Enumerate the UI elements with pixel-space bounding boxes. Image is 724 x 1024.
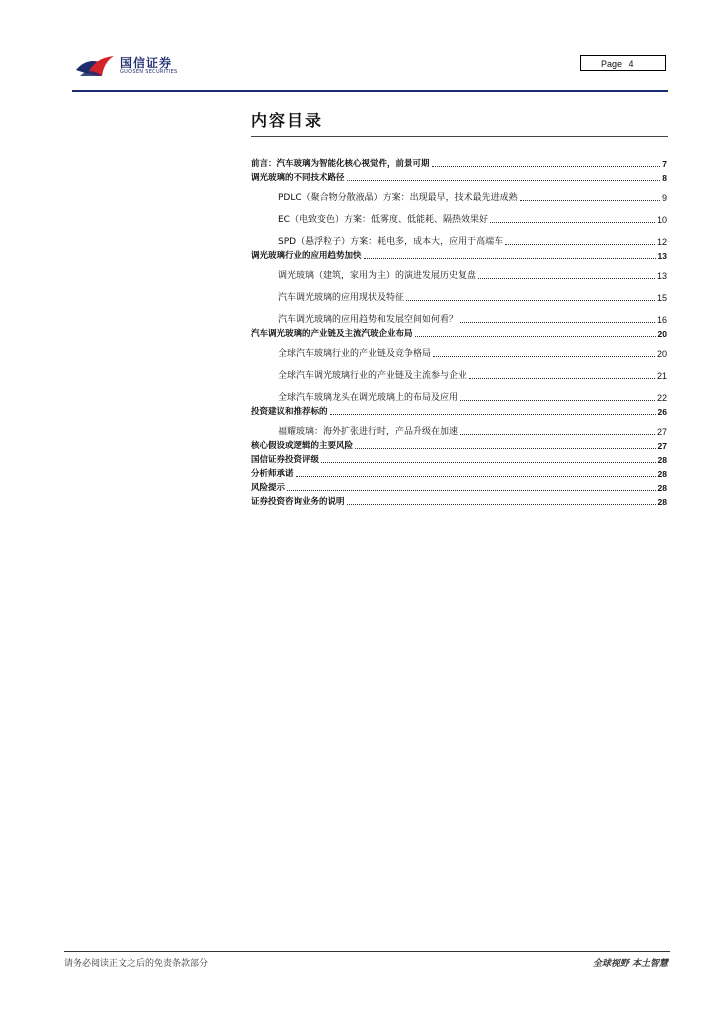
toc-entry[interactable] — [251, 247, 667, 261]
toc-entry-page: 13 — [656, 271, 667, 281]
toc-entry-text: 汽车调光玻璃的产业链及主流汽玻企业布局 — [251, 329, 413, 339]
toc-entry-text: 汽车调光玻璃的应用趋势和发展空间如何看？ — [278, 315, 459, 325]
toc-entry[interactable] — [251, 225, 667, 247]
toc-entry-text: 前言：汽车玻璃为智能化核心视觉件，前景可期 — [251, 159, 430, 169]
toc-entry-text: 全球汽车调光玻璃行业的产业链及主流参与企业 — [278, 371, 468, 381]
toc-entry-page: 20 — [657, 329, 667, 339]
toc-entry-page: 28 — [657, 455, 667, 465]
toc-entry-text: 证券投资咨询业务的说明 — [251, 497, 345, 507]
title-divider — [251, 136, 668, 137]
toc-entry[interactable] — [251, 303, 667, 325]
guosen-logo — [74, 52, 184, 80]
toc-entry-text: 调光玻璃的不同技术路径 — [251, 173, 345, 183]
toc-leader-dots — [330, 413, 656, 415]
toc-entry-page: 21 — [656, 371, 667, 381]
toc-entry-text: 汽车调光玻璃的应用现状及特征 — [278, 293, 405, 303]
header-divider — [72, 90, 668, 92]
toc-entry-page: 20 — [656, 349, 667, 359]
page-number-box — [580, 55, 666, 71]
toc-leader-dots — [415, 335, 656, 337]
toc-entry-text: 全球汽车玻璃行业的产业链及竞争格局 — [278, 349, 432, 359]
toc-entry[interactable] — [251, 403, 667, 417]
toc-entry-page: 28 — [657, 497, 667, 507]
toc-entry-page: 10 — [656, 215, 667, 225]
toc-leader-dots — [520, 199, 660, 201]
toc-entry[interactable] — [251, 479, 667, 493]
toc-leader-dots — [364, 257, 656, 259]
toc-entry[interactable] — [251, 261, 667, 281]
toc-entry-page: 28 — [657, 483, 667, 493]
toc-leader-dots — [355, 447, 656, 449]
toc-leader-dots — [347, 503, 656, 505]
toc-entry[interactable] — [251, 493, 667, 507]
toc-entry[interactable] — [251, 417, 667, 437]
guosen-logo-icon — [74, 52, 118, 80]
toc-leader-dots — [406, 299, 655, 301]
toc-entry-text: 调光玻璃（建筑，家用为主）的演进发展历史复盘 — [278, 271, 477, 281]
toc-entry-text: 分析师承诺 — [251, 469, 294, 479]
toc-entry[interactable] — [251, 359, 667, 381]
toc-entry-text: EC（电致变色）方案：低雾度、低能耗、隔热效果好 — [278, 215, 488, 225]
toc-leader-dots — [296, 475, 656, 477]
toc-entry[interactable] — [251, 465, 667, 479]
footer-disclaimer: 请务必阅读正文之后的免责条款部分 — [64, 959, 209, 969]
toc-entry[interactable] — [251, 155, 667, 169]
toc-entry[interactable] — [251, 203, 667, 225]
toc-leader-dots — [432, 165, 661, 167]
toc-entry-page: 7 — [662, 159, 667, 169]
toc-leader-dots — [478, 277, 655, 279]
toc-entry-page: 9 — [661, 193, 667, 203]
toc-entry-text: PDLC（聚合物分散液晶）方案：出现最早，技术最先进成熟 — [278, 193, 518, 203]
toc-leader-dots — [469, 377, 655, 379]
toc-entry-text: 核心假设或逻辑的主要风险 — [251, 441, 354, 451]
toc-entry[interactable] — [251, 183, 667, 203]
toc-entry-page: 12 — [656, 237, 667, 247]
toc-leader-dots — [287, 489, 656, 491]
toc-entry[interactable] — [251, 169, 667, 183]
toc-title: 内容目录 — [251, 111, 324, 130]
toc-entry-text: 福耀玻璃：海外扩张进行时，产品升级在加速 — [278, 427, 459, 437]
toc-entry-text: SPD（悬浮粒子）方案：耗电多，成本大，应用于高端车 — [278, 237, 504, 247]
toc-entry-page: 22 — [656, 393, 667, 403]
toc-entry[interactable] — [251, 451, 667, 465]
page-number: 4 — [628, 59, 634, 69]
toc-leader-dots — [505, 243, 655, 245]
footer-slogan: 全球视野 本土智慧 — [592, 959, 668, 969]
toc-leader-dots — [460, 399, 655, 401]
toc-entry-text: 投资建议和推荐标的 — [251, 407, 328, 417]
toc-entry[interactable] — [251, 437, 667, 451]
toc-entry-page: 16 — [656, 315, 667, 325]
toc-entry-page: 27 — [657, 441, 667, 451]
toc-entry[interactable] — [251, 325, 667, 339]
toc-entry-text: 国信证券投资评级 — [251, 455, 320, 465]
page-header — [0, 0, 724, 95]
toc-entry-text: 风险提示 — [251, 483, 286, 493]
toc-entry[interactable] — [251, 281, 667, 303]
toc-entry-text: 调光玻璃行业的应用趋势加快 — [251, 251, 362, 261]
toc-leader-dots — [490, 221, 655, 223]
table-of-contents — [251, 155, 667, 507]
toc-leader-dots — [347, 179, 661, 181]
toc-entry-page: 28 — [657, 469, 667, 479]
page-label: Page — [601, 59, 623, 69]
toc-entry[interactable] — [251, 381, 667, 403]
toc-leader-dots — [460, 321, 655, 323]
toc-entry-page: 15 — [656, 293, 667, 303]
toc-entry-page: 27 — [656, 427, 667, 437]
logo-chinese-name: 国信证券 — [120, 56, 173, 70]
toc-leader-dots — [460, 433, 655, 435]
toc-leader-dots — [321, 461, 656, 463]
toc-entry-page: 13 — [657, 251, 667, 261]
toc-entry-text: 全球汽车玻璃龙头在调光玻璃上的布局及应用 — [278, 393, 459, 403]
toc-entry-page: 26 — [657, 407, 667, 417]
toc-entry-page: 8 — [662, 173, 667, 183]
toc-leader-dots — [433, 355, 655, 357]
toc-entry[interactable] — [251, 339, 667, 359]
footer-divider — [64, 951, 670, 952]
logo-english-name: GUOSEN SECURITIES — [120, 69, 178, 75]
